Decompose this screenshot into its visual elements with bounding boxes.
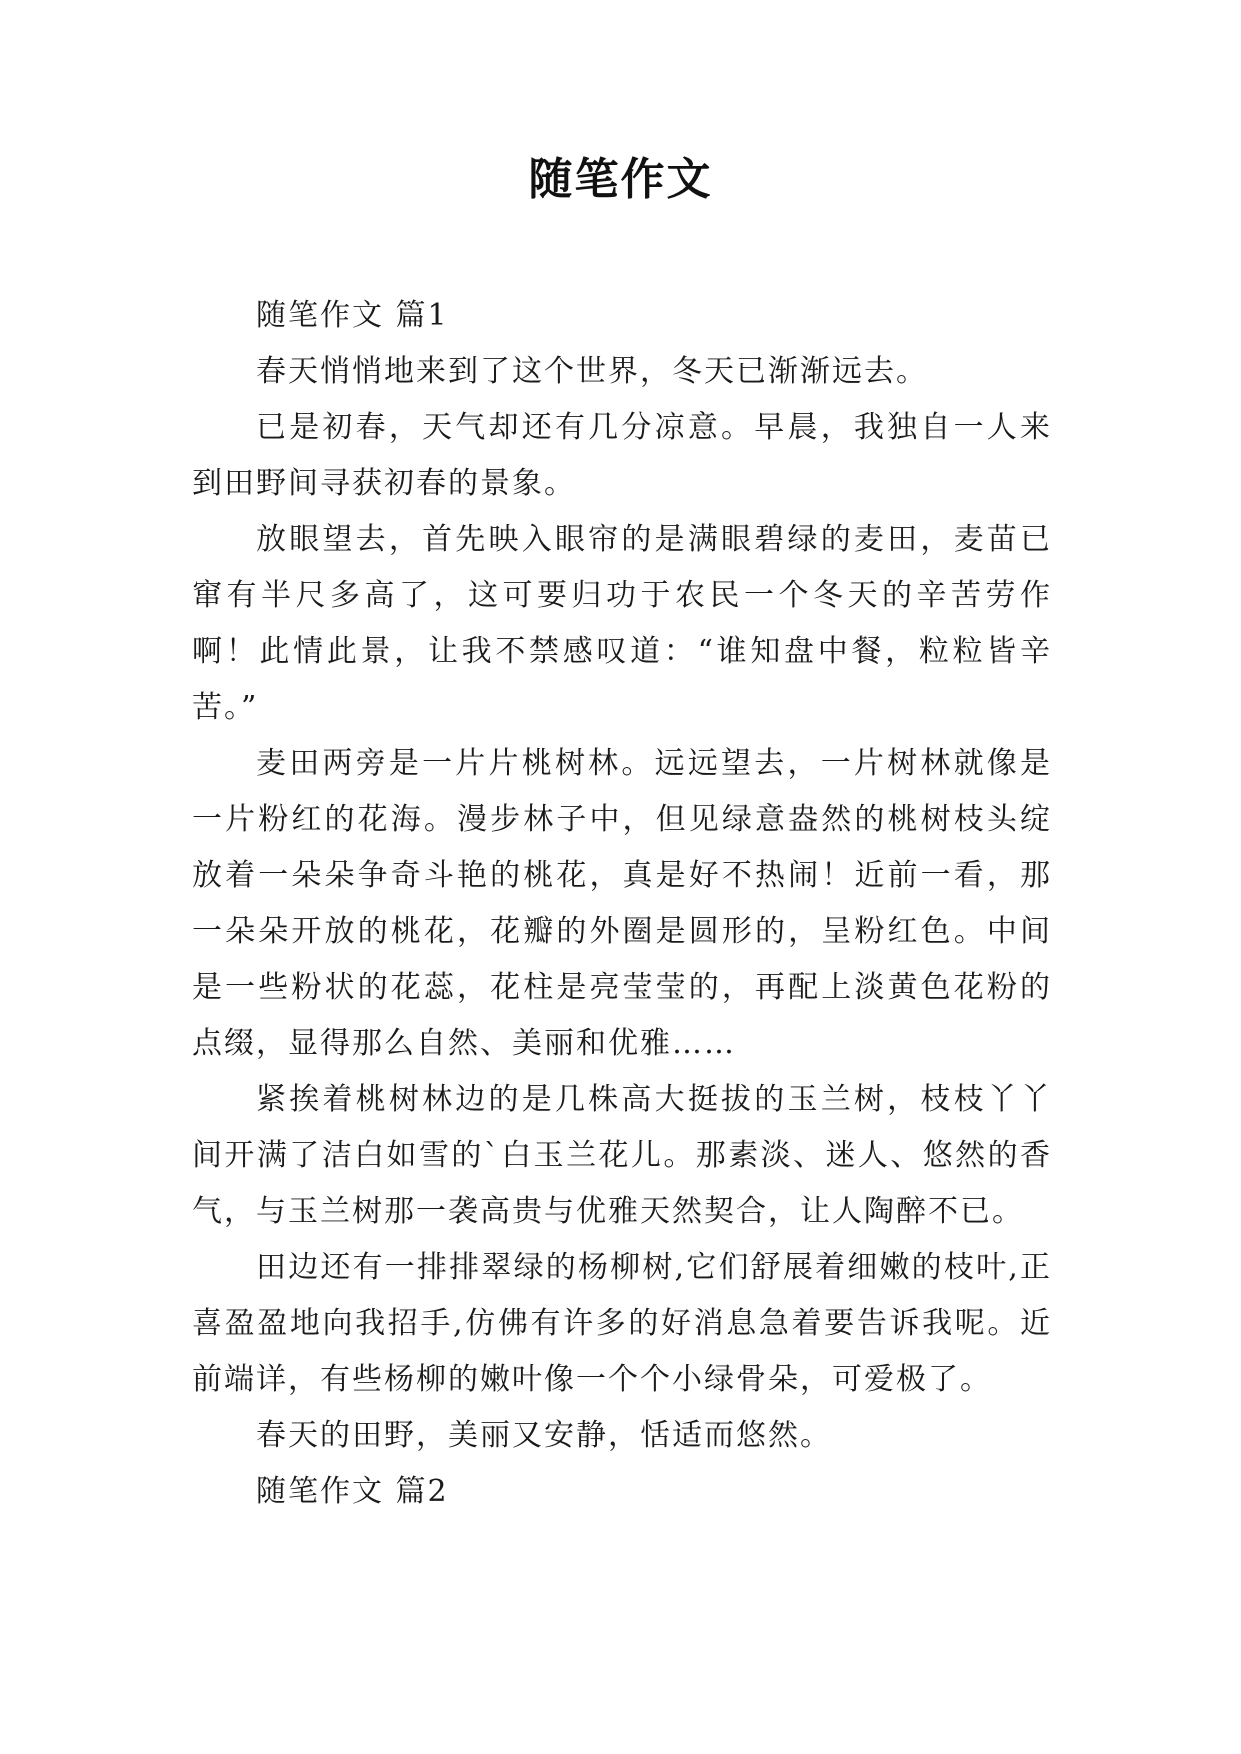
- document-title: 随笔作文: [528, 154, 713, 205]
- paragraph: 已是初春，天气却还有几分凉意。早晨，我独自一人来到田野间寻获初春的景象。: [192, 410, 1052, 501]
- paragraph: 麦田两旁是一片片桃树林。远远望去，一片树林就像是一片粉红的花海。漫步林子中，但见绿意盎然的桃树枝头绽放着一朵朵争奇斗艳的桃花，真是好不热闹！近前一看，那一朵朵开放的桃花，花瓣的外圈是圆形的，呈粉红色。中间是一些粉状的花蕊，花柱是亮莹莹的，再配上淡黄色花粉的点缀，显得那么自然、美丽和优雅……: [192, 746, 1052, 1061]
- paragraph: 田边还有一排排翠绿的杨柳树,它们舒展着细嫩的枝叶,正喜盈盈地向我招手,仿佛有许多的好消息急着要告诉我呢。近前端详，有些杨柳的嫩叶像一个个小绿骨朵，可爱极了。: [192, 1250, 1052, 1397]
- document-body: [192, 288, 1052, 1520]
- paragraph: 紧挨着桃树林边的是几株高大挺拔的玉兰树，枝枝丫丫间开满了洁白如雪的`白玉兰花儿。那素淡、迷人、悠然的香气，与玉兰树那一袭高贵与优雅天然契合，让人陶醉不已。: [192, 1082, 1052, 1229]
- paragraph: 放眼望去，首先映入眼帘的是满眼碧绿的麦田，麦苗已窜有半尺多高了，这可要归功于农民一个冬天的辛苦劳作啊！此情此景，让我不禁感叹道：“谁知盘中餐，粒粒皆辛苦。”: [192, 522, 1052, 725]
- section-heading-2: 随笔作文 篇2: [256, 1474, 449, 1509]
- section-heading-1: 随笔作文 篇1: [256, 298, 449, 333]
- paragraph: 春天的田野，美丽又安静，恬适而悠然。: [256, 1418, 832, 1453]
- paragraph: 春天悄悄地来到了这个世界，冬天已渐渐远去。: [256, 354, 928, 389]
